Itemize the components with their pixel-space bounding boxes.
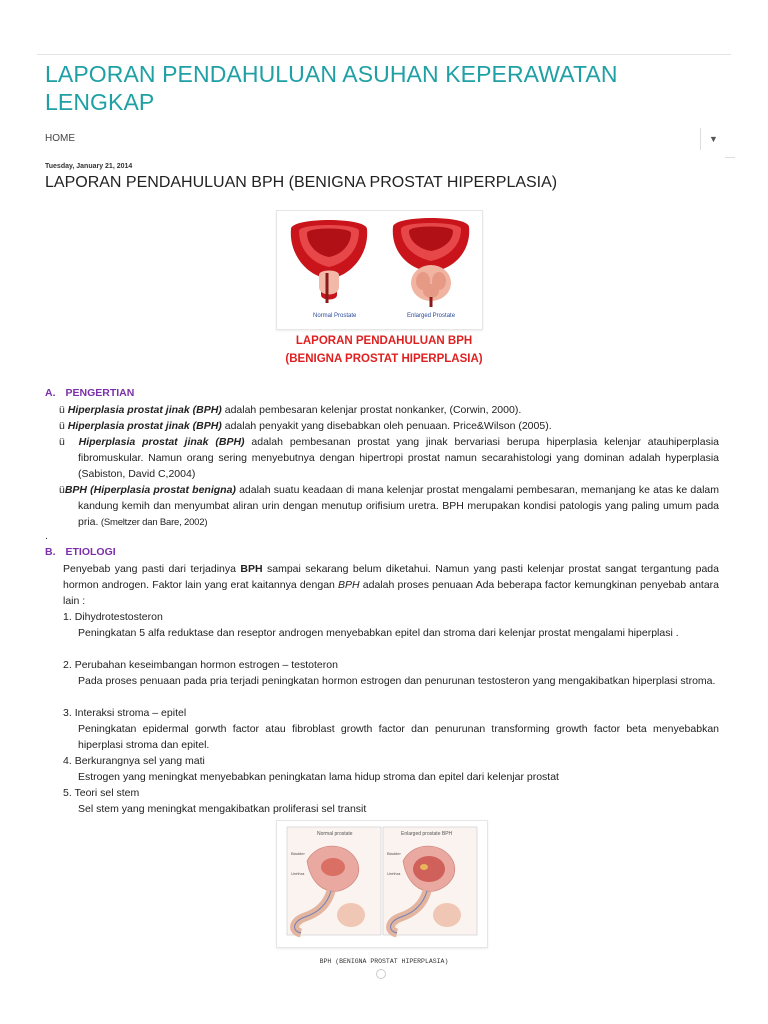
nav-separator bbox=[700, 128, 701, 150]
content-heading-line2: (BENIGNA PROSTAT HIPERPLASIA) bbox=[285, 353, 483, 365]
enlarged-prostate-drawing bbox=[393, 218, 469, 307]
etiology-item-2: 2. Perubahan keseimbangan hormon estrogen – testoteron Pada proses penuaan pada pria terjadi peningkatan hormon estrogen dan penurunan testosteron yang mengakibatkan hiperplasi stroma. bbox=[63, 659, 716, 687]
blog-title[interactable]: LAPORAN PENDAHULUAN ASUHAN KEPERAWATAN LENGKAP bbox=[45, 61, 618, 115]
nav-dropdown-icon[interactable]: ▼ bbox=[709, 134, 718, 144]
section-b-heading: B. ETIOLOGI bbox=[45, 546, 116, 558]
prostate-illustration bbox=[277, 211, 482, 329]
definition-item-1: ü Hiperplasia prostat jinak (BPH) adalah pembesaran kelenjar prostat nonkanker, (Corwin, 2000). bbox=[59, 404, 522, 416]
bph-anatomy-image[interactable] bbox=[276, 820, 488, 948]
enlarged-prostate-caption: Enlarged prostate BPH bbox=[401, 831, 453, 837]
prostate-comparison-image[interactable] bbox=[276, 210, 483, 330]
anatomy-illustration bbox=[277, 821, 487, 947]
normal-prostate-drawing bbox=[291, 220, 367, 303]
definition-item-3: ü Hiperplasia prostat jinak (BPH) adalah pembesanan prostat yang jinak bervariasi berupa hiperplasia kelenjar atauhiperplasia fibromuskular. Namun orang sering menyebutnya dengan hipertropi prostat namun secarahistologi yang dominan adalah hyperplasia (Sabiston, David C,2004) bbox=[59, 436, 719, 480]
etiology-item-1: 1. Dihydrotestosteron Peningkatan 5 alfa reduktase dan reseptor androgen menyebabkan epitel dan stroma dari kelenjar prostat mengalami hiperplasi . bbox=[63, 611, 679, 639]
header-divider bbox=[37, 54, 731, 55]
nav-home-link[interactable]: HOME bbox=[45, 133, 75, 144]
etiology-item-5: 5. Teori sel stem Sel stem yang meningkat mengakibatkan proliferasi sel transit bbox=[63, 787, 367, 815]
etiology-item-3: 3. Interaksi stroma – epitel Peningkatan epidermal gorwth factor atau fibroblast growth factor dan penurunan transforming growth factor beta menyebabkan hiperplasi stroma dan epitel. bbox=[63, 707, 719, 751]
definition-item-4: üBPH (Hiperplasia prostat benigna) adalah suatu keadaan di mana kelenjar prostat mengalami pembesaran, memanjang ke atas ke dalam kandung kemih dan menyumbat aliran urin dengan menutup orifisium uretra. BPH merupakan kondisi patologis yang paling umum pada pria. (Smeltzer dan Bare, 2002) bbox=[59, 484, 720, 528]
normal-prostate-label: Normal Prostate bbox=[313, 313, 357, 319]
urethra-label-left: Urethra bbox=[291, 871, 305, 876]
nav-underline bbox=[725, 157, 735, 158]
section-a-heading: A. PENGERTIAN bbox=[45, 387, 135, 399]
post-title[interactable]: LAPORAN PENDAHULUAN BPH (BENIGNA PROSTAT HIPERPLASIA) bbox=[45, 174, 558, 191]
post-date: Tuesday, January 21, 2014 bbox=[45, 163, 133, 170]
content-heading-line1: LAPORAN PENDAHULUAN BPH bbox=[295, 335, 473, 347]
bladder-label-right: Bladder bbox=[387, 851, 401, 856]
enlarged-prostate-label: Enlarged Prostate bbox=[407, 313, 456, 319]
normal-prostate-caption: Normal prostate bbox=[317, 831, 353, 837]
definition-item-2: ü Hiperplasia prostat jinak (BPH) adalah penyakit yang disebabkan oleh penuaan. Price&Wilson (2005). bbox=[59, 420, 552, 432]
bladder-label-left: Bladder bbox=[291, 851, 305, 856]
loading-spinner-icon bbox=[376, 969, 386, 979]
etiology-intro: Penyebab yang pasti dari terjadinya BPH sampai sekarang belum diketahui. Namun yang pasti kelenjar prostat sangat tergantung pada hormon androgen. Faktor lain yang erat kaitannya dengan BPH adalah proses penuaan Ada beberapa factor kemungkinan penyebab antara lain : bbox=[63, 563, 719, 607]
urethra-label-right: Urethra bbox=[387, 871, 401, 876]
figure-caption: BPH (BENIGNA PROSTAT HIPERPLASIA) bbox=[319, 958, 449, 965]
etiology-item-4: 4. Berkurangnya sel yang mati Estrogen yang meningkat menyebabkan peningkatan lama hidup stroma dan epitel dari kelenjar prostat bbox=[63, 755, 559, 783]
stray-dot: . bbox=[45, 530, 48, 542]
